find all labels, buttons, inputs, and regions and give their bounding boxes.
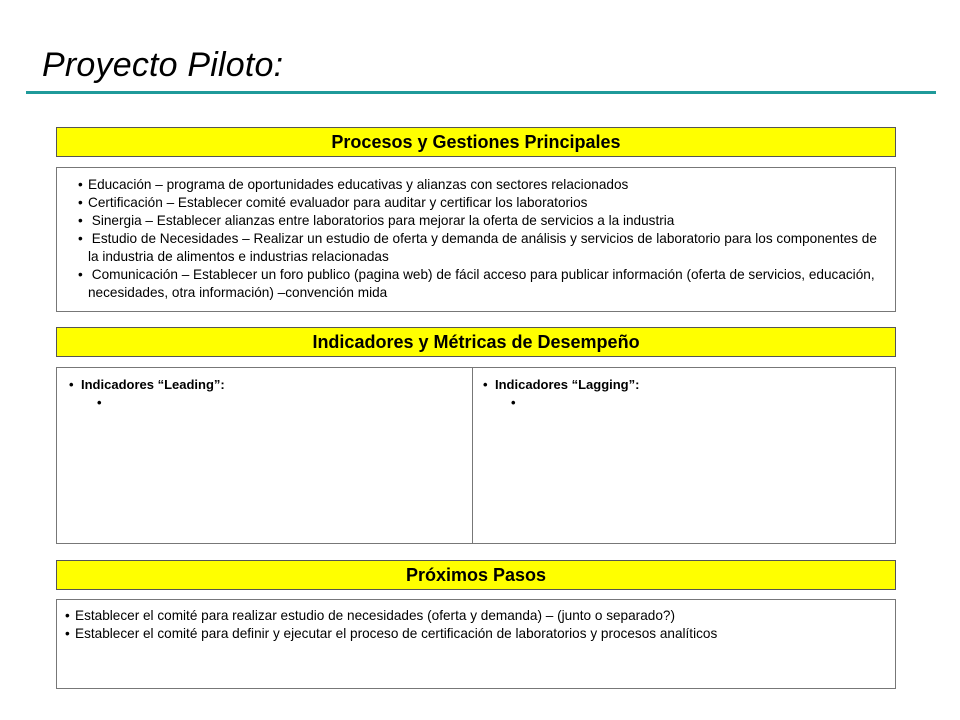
procesos-item-sinergia: • Sinergia – Establecer alianzas entre laboratorios para mejorar la oferta de servicios a la industria [78, 212, 883, 230]
proximos-item-estudio: • Establecer el comité para realizar estudio de necesidades (oferta y demanda) – (junto o separado?) [65, 607, 885, 625]
lagging-empty-bullet: • [511, 395, 516, 410]
procesos-item-estudio: • Estudio de Necesidades – Realizar un estudio de oferta y demanda de análisis y servicios de laboratorio para los componentes de la industria de alimentos e industrias relacionadas [78, 230, 883, 266]
title-divider [26, 91, 936, 94]
leading-column [57, 368, 473, 543]
leading-empty-bullet: • [97, 395, 102, 410]
indicadores-box [56, 367, 896, 544]
proximos-header: Próximos Pasos [56, 560, 896, 590]
page-title: Proyecto Piloto: [42, 46, 284, 84]
procesos-box [56, 167, 896, 312]
proximos-box [56, 599, 896, 689]
lagging-label: • Indicadores “Lagging”: [483, 377, 639, 392]
procesos-header: Procesos y Gestiones Principales [56, 127, 896, 157]
procesos-item-certificacion: • Certificación – Establecer comité evaluador para auditar y certificar los laboratorios [78, 194, 883, 212]
indicadores-header: Indicadores y Métricas de Desempeño [56, 327, 896, 357]
lagging-column [473, 368, 895, 543]
proximos-list [65, 607, 885, 643]
procesos-item-educacion: • Educación – programa de oportunidades educativas y alianzas con sectores relacionados [78, 176, 883, 194]
proximos-item-certificacion: • Establecer el comité para definir y ejecutar el proceso de certificación de laboratorios y procesos analíticos [65, 625, 885, 643]
procesos-item-comunicacion: • Comunicación – Establecer un foro publico (pagina web) de fácil acceso para publicar información (oferta de servicios, educación, necesidades, otra información) –convención mida [78, 266, 883, 302]
leading-label: • Indicadores “Leading”: [69, 377, 225, 392]
procesos-list [78, 176, 883, 302]
